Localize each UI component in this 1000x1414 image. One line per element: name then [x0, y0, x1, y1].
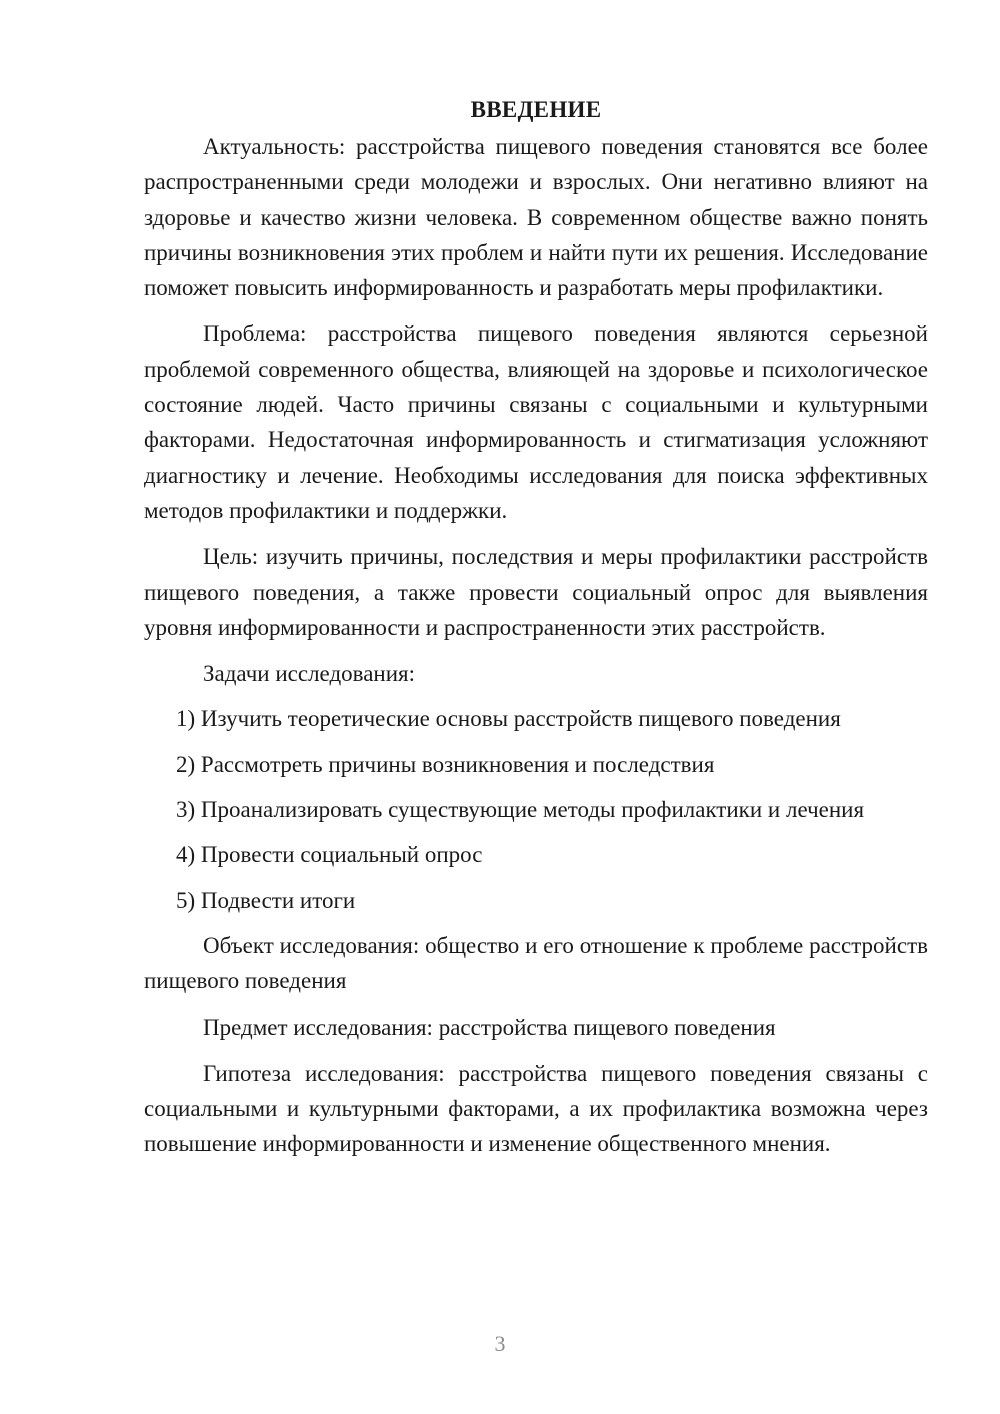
hypothesis-paragraph: Гипотеза исследования: расстройства пищевого поведения связаны с социальными и культурными факторами, а их профилактика возможна через повышение информированности и изменение общественного мнения.	[144, 1060, 928, 1157]
task-item: 3) Проанализировать существующие методы профилактики и лечения	[176, 797, 865, 823]
document-page	[144, 92, 928, 1162]
object-paragraph: Объект исследования: общество и его отношение к проблеме расстройств пищевого поведения	[144, 932, 928, 994]
task-item: 2) Рассмотреть причины возникновения и последствия	[176, 751, 715, 777]
task-item: 5) Подвести итоги	[176, 887, 356, 913]
page-number: 3	[494, 1331, 506, 1356]
problem-paragraph: Проблема: расстройства пищевого поведения являются серьезной проблемой современного общества, влияющей на здоровье и психологическое состояние людей. Часто причины связаны с социальными и культурными факторами. Недостаточная информированность и стигматизация усложняют диагностику и лечение. Необходимы исследования для поиска эффективных методов профилактики и поддержки.	[144, 321, 928, 523]
goal-paragraph: Цель: изучить причины, последствия и меры профилактики расстройств пищевого поведения, а также провести социальный опрос для выявления уровня информированности и распространенности этих расстройств.	[144, 544, 928, 640]
relevance-paragraph: Актуальность: расстройства пищевого поведения становятся все более распространенными среди молодежи и взрослых. Они негативно влияют на здоровье и качество жизни человека. В современном обществе важно понять причины возникновения этих проблем и найти пути их решения. Исследование поможет повысить информированность и разработать меры профилактики.	[144, 134, 928, 301]
tasks-heading: Задачи исследования:	[203, 661, 416, 687]
task-item: 4) Провести социальный опрос	[176, 842, 483, 868]
tasks-list	[144, 701, 928, 917]
task-item: 1) Изучить теоретические основы расстройств пищевого поведения	[176, 706, 841, 732]
subject-paragraph: Предмет исследования: расстройства пищевого поведения	[203, 1014, 776, 1040]
section-title: ВВЕДЕНИЕ	[470, 97, 602, 122]
